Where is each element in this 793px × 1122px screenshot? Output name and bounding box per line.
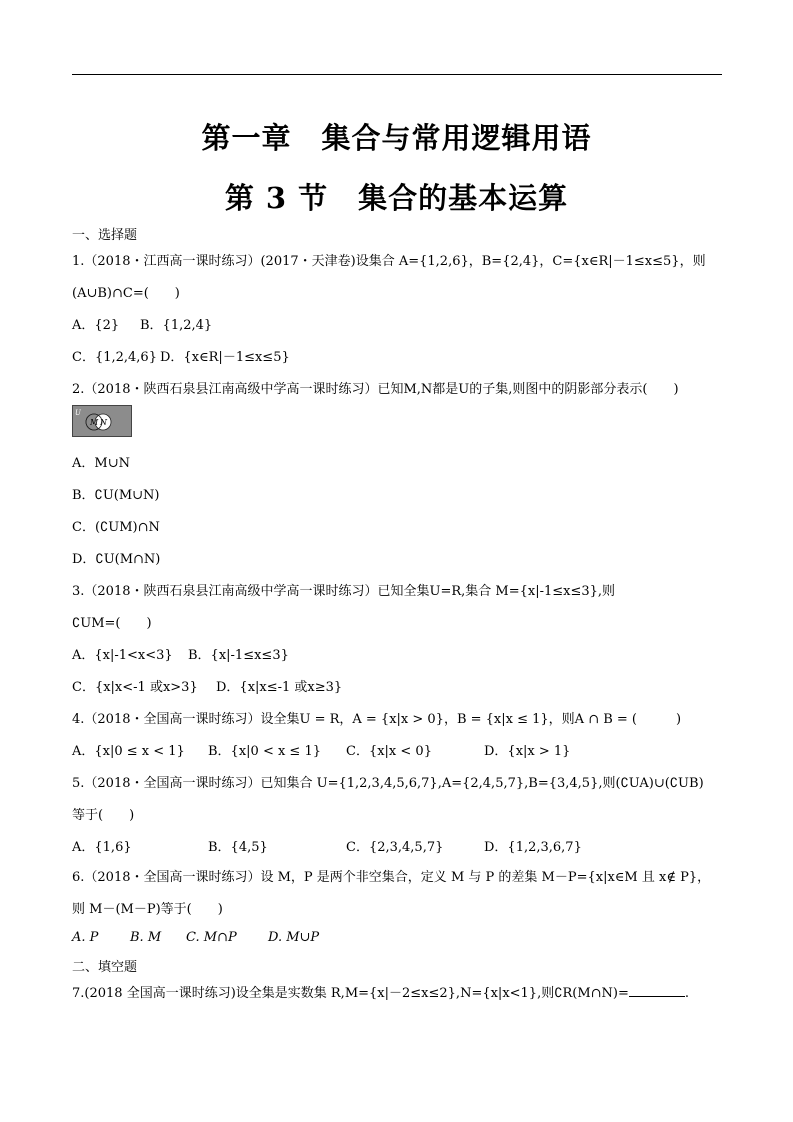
q1-stem-line1: 1.（2018・江西高一课时练习）(2017・天津卷)设集合 A={1,2,6}，B={2,4}，C={x∈R|－1≤x≤5}，则 xyxy=(72,254,706,269)
q7-stem-end: . xyxy=(684,986,690,1001)
q1-options-row1 xyxy=(72,314,212,333)
q1-option-c: C．{1,2,4,6} xyxy=(72,350,157,365)
venn-diagram-svg xyxy=(73,406,131,436)
q6-stem-line1: 6.（2018・全国高一课时练习）设 M，P 是两个非空集合，定义 M 与 P 的差集 M－P={x|x∈M 且 x∉ P}， xyxy=(72,870,711,885)
q1-options-row2 xyxy=(72,346,290,365)
q2-option-d: D．∁U(M∩N) xyxy=(72,552,161,567)
chapter-title: 第一章 集合与常用逻辑用语 xyxy=(201,121,592,155)
q1-option-b: B．{1,2,4} xyxy=(140,318,213,333)
section-heading-choice: 一、选择题 xyxy=(72,228,138,243)
venn-diagram xyxy=(72,405,132,437)
q2-stem: 2.（2018・陕西石泉县江南高级中学高一课时练习）已知M,N都是U的子集,则图中的阴影部分表示( ) xyxy=(72,382,679,397)
venn-label-m: M xyxy=(90,418,99,427)
q6-option-a: A. P xyxy=(72,930,99,945)
q7-stem-text: 7.(2018 全国高一课时练习)设全集是实数集 R,M={x|－2≤x≤2},N={x|x<1},则∁R(M∩N)= xyxy=(72,986,629,1001)
q6-options-row xyxy=(72,930,319,945)
q4-option-c: C．{x|x < 0} xyxy=(346,744,432,759)
venn-label-u: U xyxy=(75,409,81,417)
q4-option-b: B．{x|0 < x ≤ 1} xyxy=(208,744,321,759)
q2-option-c: C．(∁UM)∩N xyxy=(72,520,160,535)
q1-stem-line2: (A∪B)∩C=( ) xyxy=(72,286,180,301)
venn-label-n: N xyxy=(100,418,107,427)
q2-option-a: A．M∪N xyxy=(72,456,130,471)
q1-option-a: A．{2} xyxy=(72,318,120,333)
section-heading-fill: 二、填空题 xyxy=(72,960,138,975)
q4-stem: 4.（2018・全国高一课时练习）设全集U = R，A = {x|x > 0}，B = {x|x ≤ 1}，则A ∩ B = ( ) xyxy=(72,712,682,727)
q2-option-b: B．∁U(M∪N) xyxy=(72,488,160,503)
q5-options-row xyxy=(72,836,582,855)
q6-stem-line2: 则 M－(M－P)等于( ) xyxy=(72,902,223,917)
q5-option-a: A．{1,6} xyxy=(72,840,132,855)
q7-stem xyxy=(72,982,689,1001)
q5-stem-line1: 5.（2018・全国高一课时练习）已知集合 U={1,2,3,4,5,6,7},A={2,4,5,7},B={3,4,5},则(∁UA)∪(∁UB) xyxy=(72,776,704,791)
q3-options-row2 xyxy=(72,676,342,695)
q4-options-row xyxy=(72,740,570,759)
q3-stem-line1: 3.（2018・陕西石泉县江南高级中学高一课时练习）已知全集U=R,集合 M={x|-1≤x≤3},则 xyxy=(72,584,616,599)
q6-option-c: C. M∩P xyxy=(186,930,237,945)
q3-option-a: A．{x|-1<x<3} xyxy=(72,648,173,663)
q1-option-d: D．{x∈R|－1≤x≤5} xyxy=(160,350,290,365)
q6-option-b: B. M xyxy=(130,930,162,945)
header-rule xyxy=(72,74,722,75)
q3-option-d: D．{x|x≤-1 或x≥3} xyxy=(216,680,343,695)
q5-option-c: C．{2,3,4,5,7} xyxy=(346,840,444,855)
q6-option-d: D. M∪P xyxy=(268,930,320,945)
q5-stem-line2: 等于( ) xyxy=(72,808,135,823)
q5-option-b: B．{4,5} xyxy=(208,840,268,855)
q5-option-d: D．{1,2,3,6,7} xyxy=(484,840,582,855)
q3-option-c: C．{x|x<-1 或x>3} xyxy=(72,680,198,695)
q3-stem-line2: ∁UM=( ) xyxy=(72,616,152,631)
q4-option-d: D．{x|x > 1} xyxy=(484,744,571,759)
q3-options-row1 xyxy=(72,644,289,663)
q4-option-a: A．{x|0 ≤ x < 1} xyxy=(72,744,185,759)
q7-answer-blank xyxy=(629,984,685,997)
section-title: 第 3 节 集合的基本运算 xyxy=(224,181,569,215)
q3-option-b: B．{x|-1≤x≤3} xyxy=(188,648,289,663)
